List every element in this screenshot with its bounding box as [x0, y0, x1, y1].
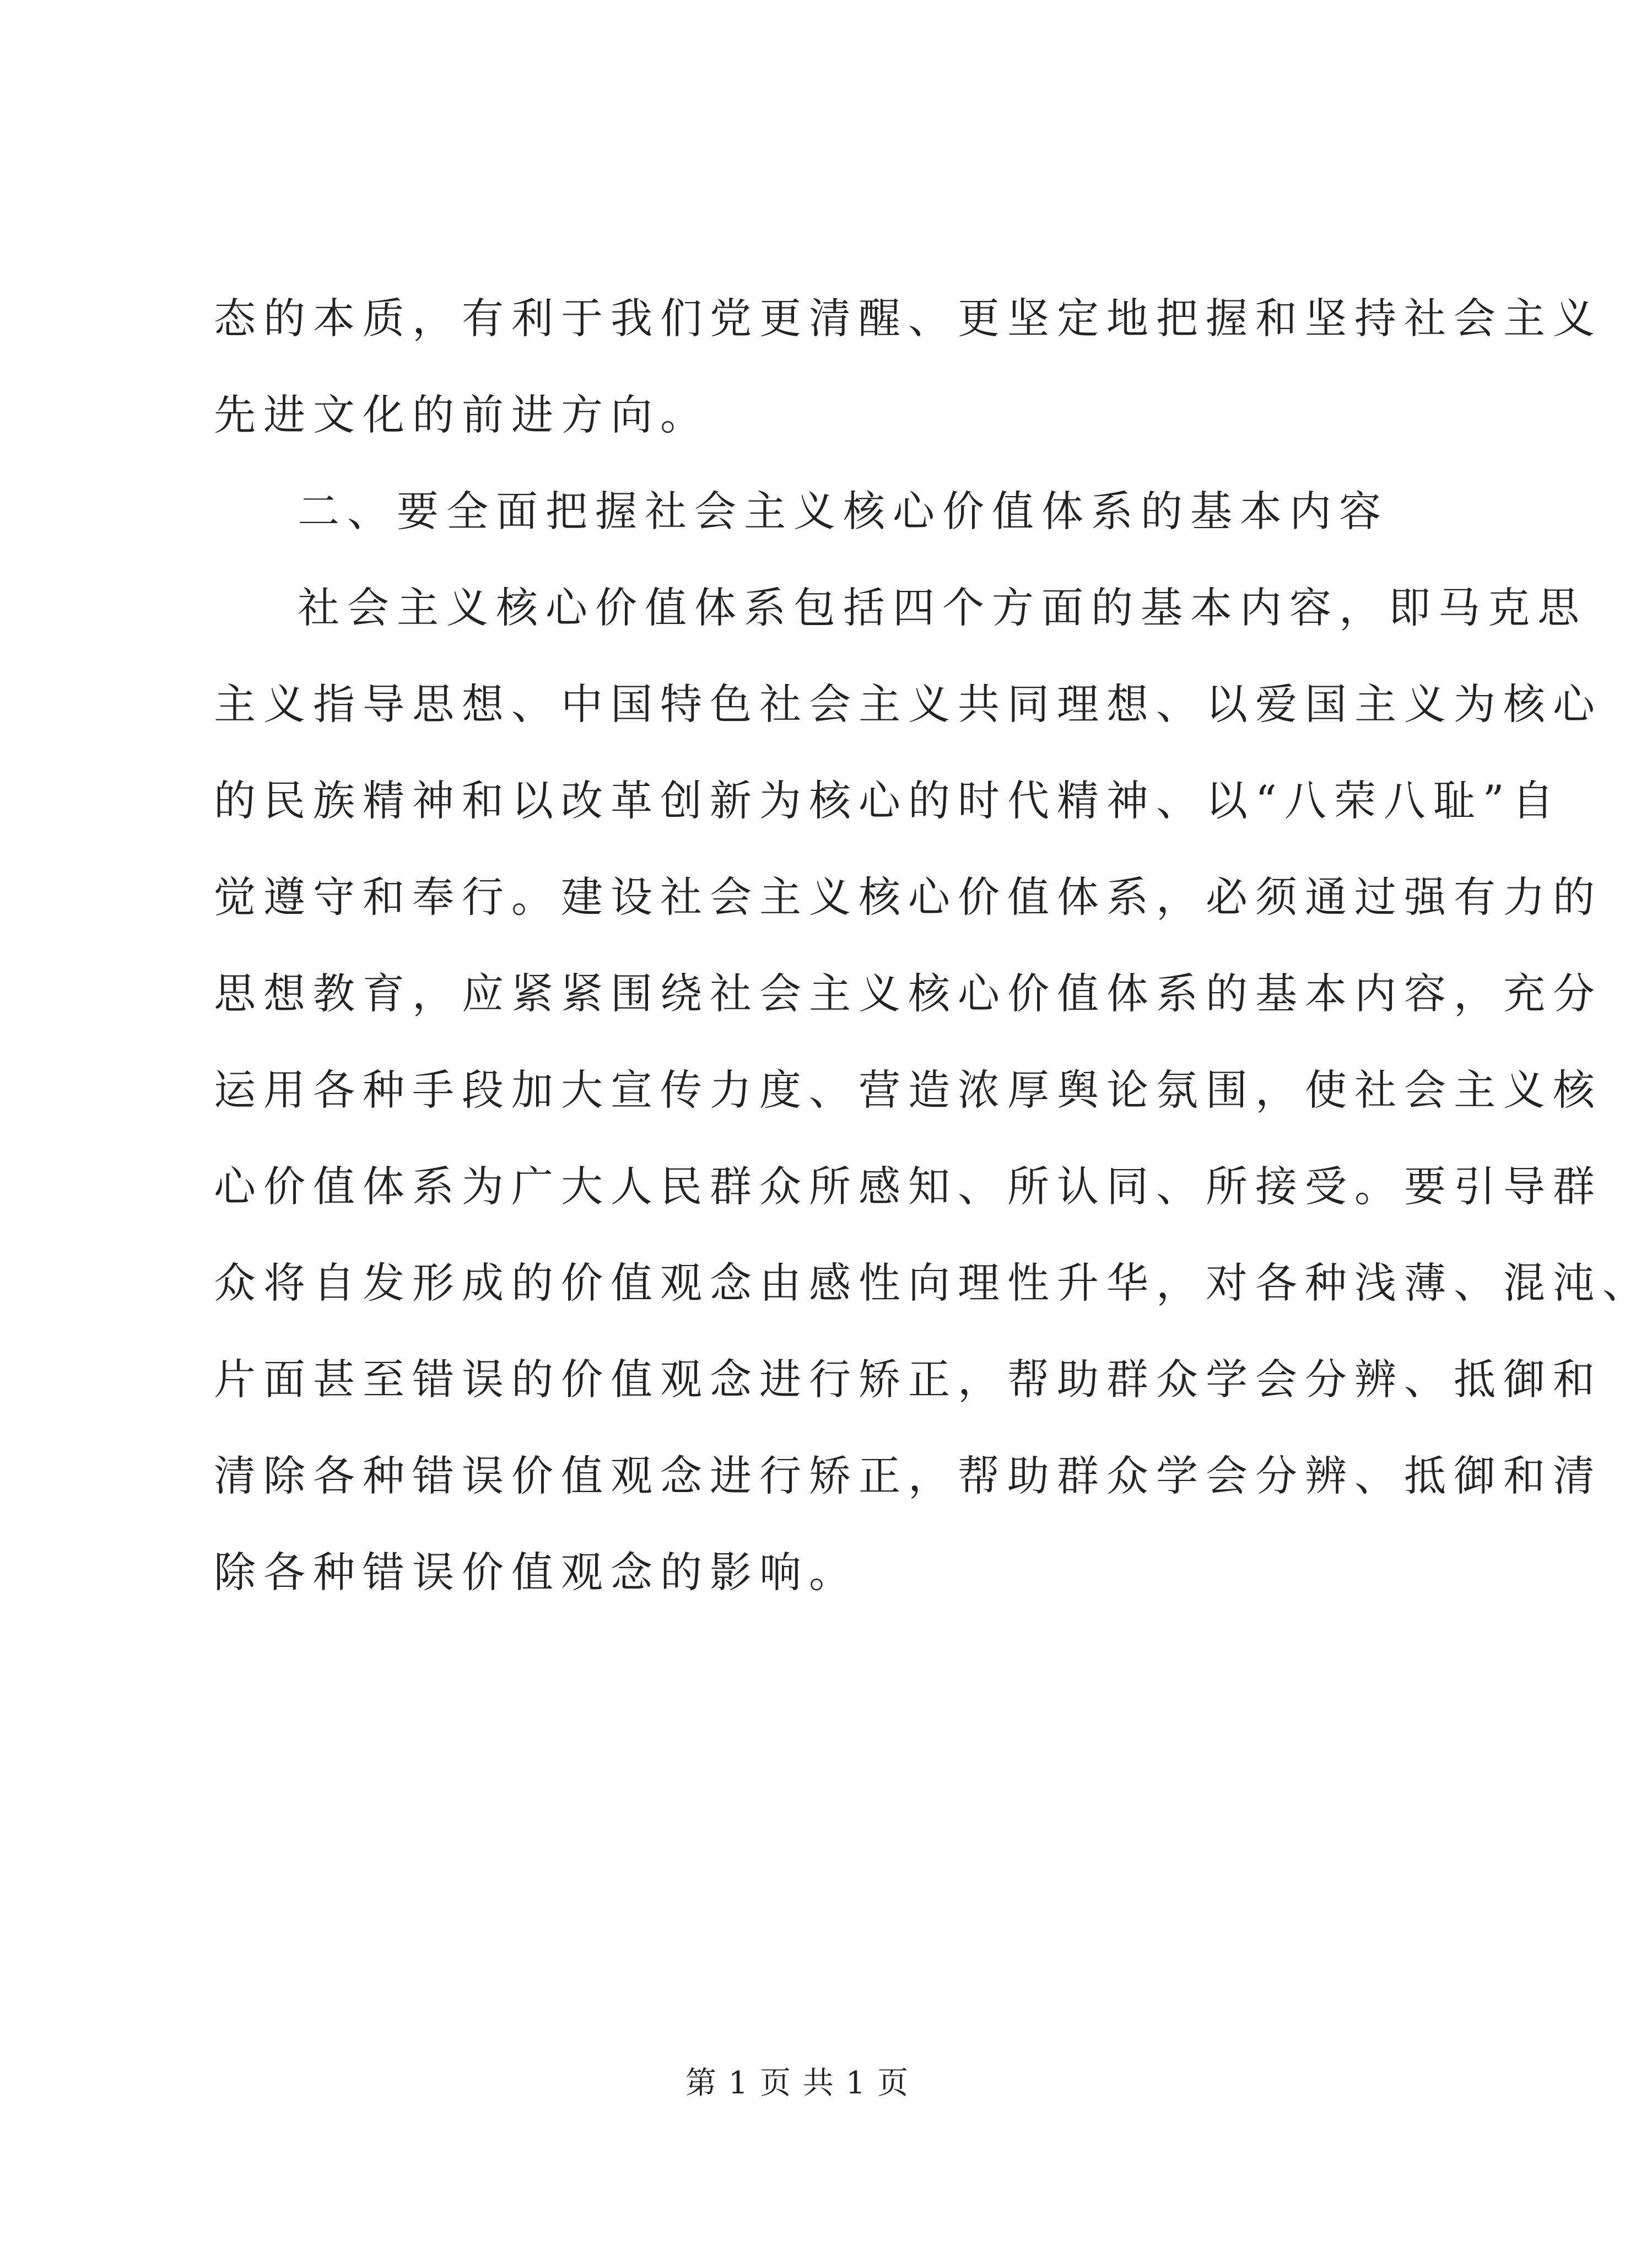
paragraph-line: 运用各种手段加大宣传力度、营造浓厚舆论氛围，使社会主义核 [214, 1065, 1602, 1114]
paragraph-line: 清除各种错误价值观念进行矫正，帮助群众学会分辨、抵御和清 [214, 1451, 1602, 1500]
paragraph-line: 觉遵守和奉行。建设社会主义核心价值体系，必须通过强有力的 [214, 873, 1602, 922]
paragraph-line: 众将自发形成的价值观念由感性向理性升华，对各种浅薄、混沌、 [214, 1258, 1652, 1307]
paragraph-line: 先进文化的前进方向。 [214, 390, 710, 439]
paragraph-line: 心价值体系为广大人民群众所感知、所认同、所接受。要引导群 [214, 1162, 1602, 1211]
document-body [214, 270, 1652, 1620]
paragraph-line: 思想教育，应紧紧围绕社会主义核心价值体系的基本内容，充分 [214, 969, 1602, 1018]
page-footer: 第 1 页 共 1 页 [685, 2065, 910, 2101]
paragraph-line: 片面甚至错误的价值观念进行矫正，帮助群众学会分辨、抵御和 [214, 1355, 1602, 1404]
paragraph-line: 社会主义核心价值体系包括四个方面的基本内容，即马克思 [298, 583, 1587, 632]
paragraph-line: 除各种错误价值观念的影响。 [214, 1548, 859, 1597]
section-heading: 二、要全面把握社会主义核心价值体系的基本内容 [298, 487, 1389, 536]
paragraph-line: 态的本质，有利于我们党更清醒、更坚定地把握和坚持社会主义 [214, 294, 1602, 343]
paragraph-line: 主义指导思想、中国特色社会主义共同理想、以爱国主义为核心 [214, 680, 1602, 729]
paragraph-line: 的民族精神和以改革创新为核心的时代精神、以“八荣八耻”自 [214, 776, 1562, 825]
